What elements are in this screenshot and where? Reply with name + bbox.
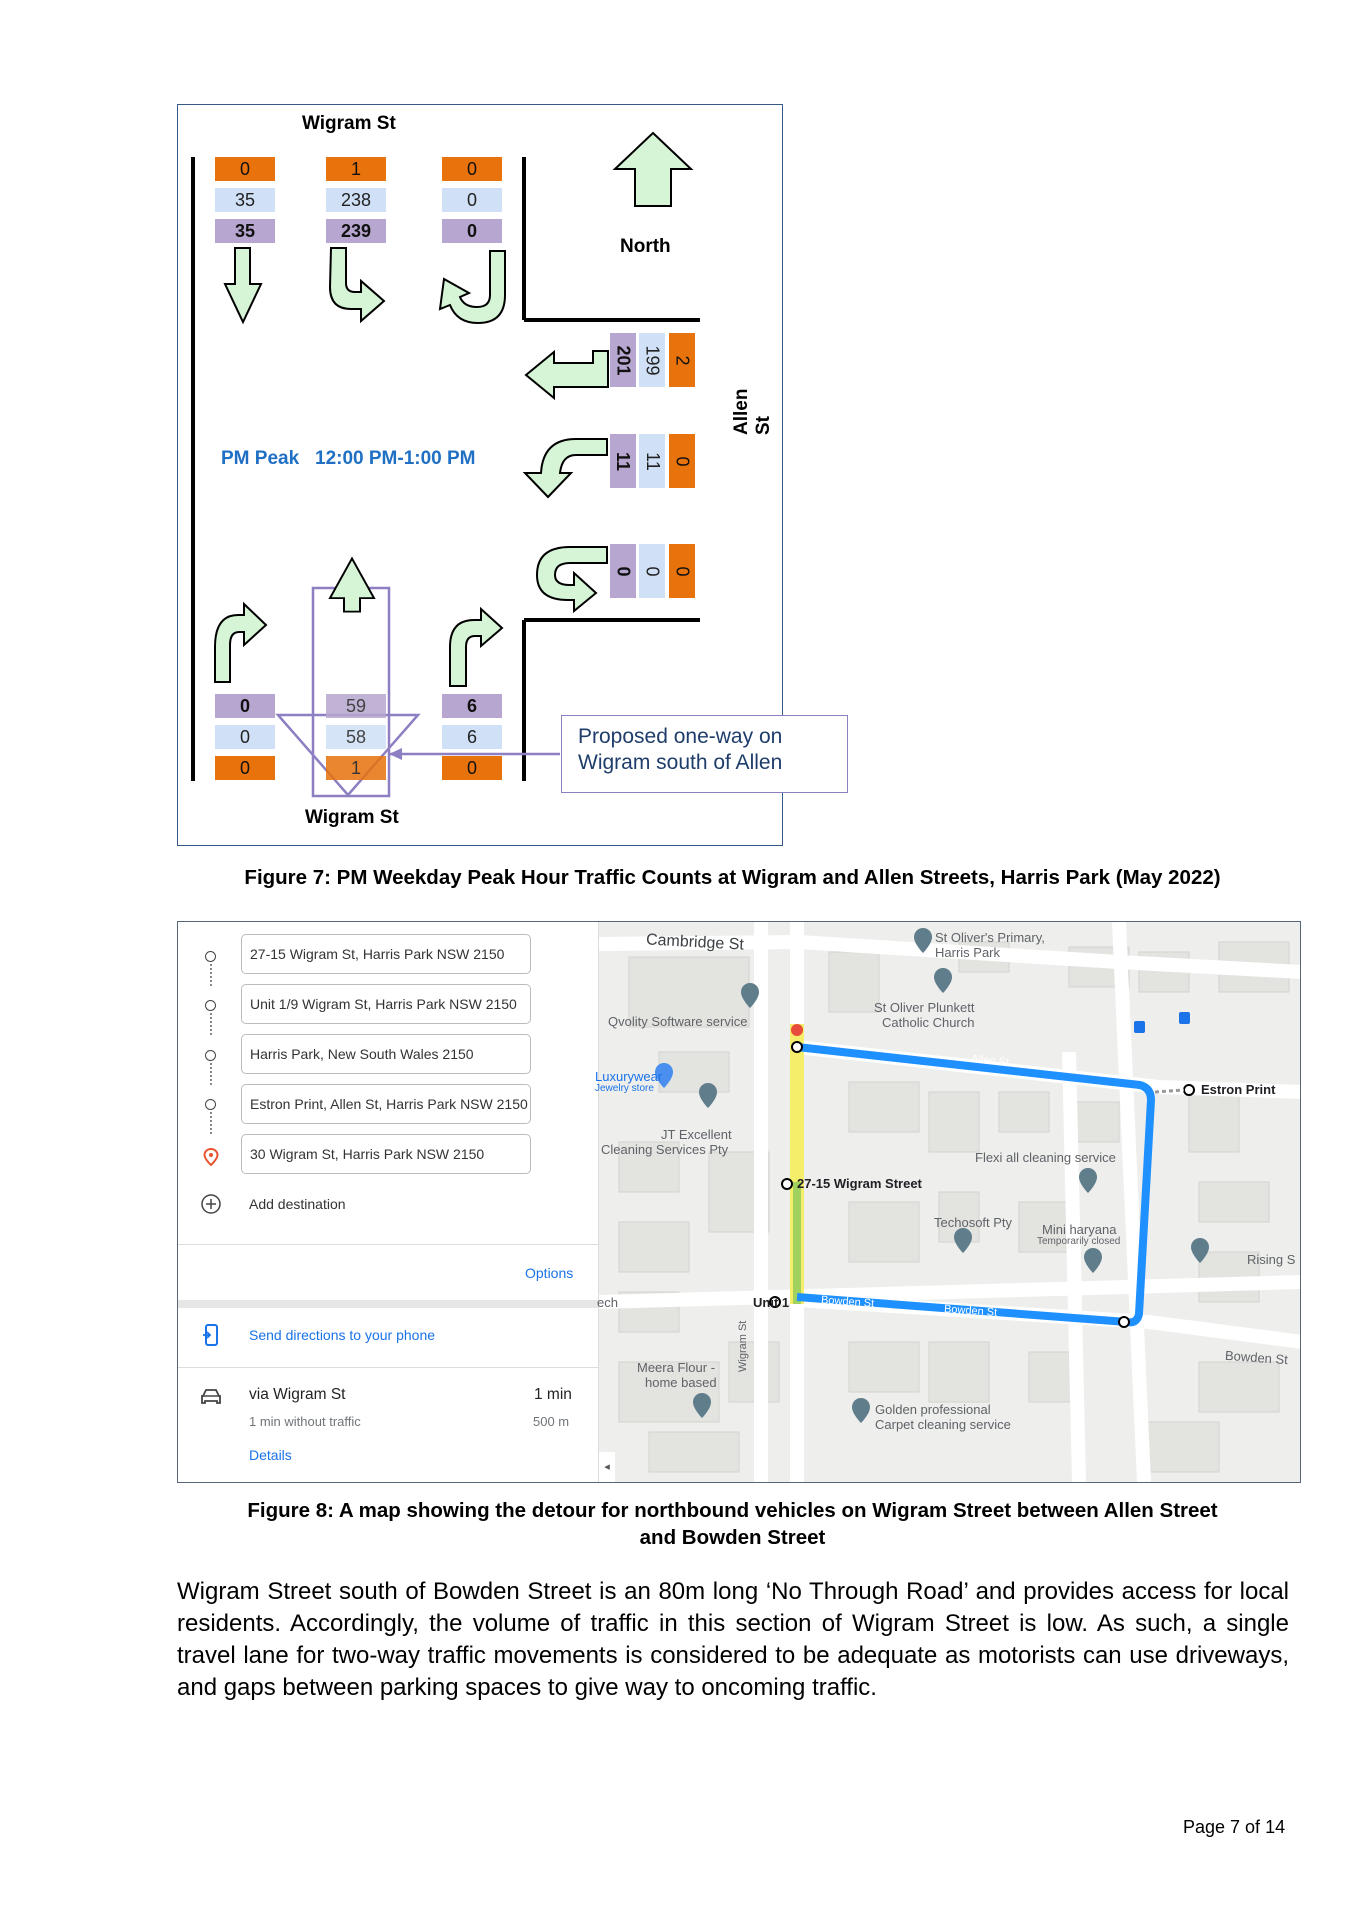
map-label: Wigram St [737, 1320, 749, 1372]
count-cell: 0 [610, 544, 636, 598]
map-label: Flexi all cleaning service [975, 1150, 1116, 1165]
count-cell: 201 [610, 333, 636, 387]
count-cell: 59 [326, 694, 386, 718]
figure-7-caption: Figure 7: PM Weekday Peak Hour Traffic Counts at Wigram and Allen Streets, Harris Park (May 2022) [244, 866, 1221, 889]
collapse-panel-button[interactable]: ◂ [599, 1452, 615, 1482]
count-cell: 6 [442, 725, 502, 749]
peak-period: PM Peak 12:00 PM-1:00 PM [221, 448, 476, 469]
figure-8 [177, 921, 1301, 1483]
u-turn-east-icon [537, 547, 607, 611]
options-link[interactable]: Options [525, 1265, 574, 1281]
waypoint-input[interactable]: Harris Park, New South Wales 2150 [241, 1034, 531, 1074]
count-cell: 199 [639, 333, 665, 387]
waypoint-icon [205, 1099, 216, 1110]
count-cell: 0 [669, 434, 695, 488]
count-cell: 0 [669, 544, 695, 598]
map-label: Unit 1 [753, 1295, 790, 1310]
count-cell: 11 [610, 434, 636, 488]
road-label-east: Allen St [731, 388, 774, 435]
count-cell: 2 [669, 333, 695, 387]
route-time: 1 min [534, 1386, 572, 1403]
map-label: Meera Flour - [637, 1360, 716, 1375]
map-label: Techosoft Pty [934, 1215, 1013, 1230]
directions-panel [178, 922, 599, 1482]
body-paragraph: Wigram Street south of Bowden Street is an 80m long ‘No Through Road’ and provides access for local residents. Accordingly, the volume of traffic in this section of Wigram Street is low. As such, a single travel lane for two-way traffic movements is considered to be adequate as motorists can use driveways, and gaps between parking spaces to give way to oncoming traffic. [177, 1578, 1289, 1701]
route-sub: 1 min without traffic [249, 1414, 361, 1429]
map-label: Estron Print [1201, 1082, 1276, 1097]
route-distance: 500 m [533, 1414, 570, 1429]
count-cell: 0 [442, 219, 502, 243]
phone-icon [203, 1324, 219, 1346]
figure-8-caption: Figure 8: A map showing the detour for northbound vehicles on Wigram Street between Allen Street and Bowden Street [247, 1499, 1218, 1549]
map-label: Bowden St [943, 1303, 998, 1319]
count-cell: 11 [639, 434, 665, 488]
map-label: Mini haryana [1042, 1222, 1117, 1237]
waypoint-input[interactable]: 30 Wigram St, Harris Park NSW 2150 [241, 1134, 531, 1174]
map-label: ech [597, 1295, 618, 1310]
count-cell: 0 [215, 157, 275, 181]
route-name[interactable]: via Wigram St [249, 1386, 346, 1403]
count-cell: 1 [326, 756, 386, 780]
count-cell: 0 [442, 157, 502, 181]
map-label: St Oliver Plunkett [874, 1000, 975, 1015]
waypoint-icon [205, 1000, 216, 1011]
map-label: Rising S [1247, 1252, 1296, 1267]
arrow-down-icon [225, 248, 261, 322]
arrow-left-turn-icon [526, 351, 608, 398]
map-view[interactable] [595, 922, 1301, 1482]
map-label: Catholic Church [882, 1015, 975, 1030]
arrow-left-icon [525, 439, 607, 497]
count-cell: 239 [326, 219, 386, 243]
map-label: Cambridge St [645, 931, 745, 954]
car-icon [200, 1388, 222, 1406]
north-arrow-icon [615, 133, 691, 206]
road-label-north: Wigram St [302, 113, 396, 134]
arrow-right-turn-icon [215, 604, 266, 682]
map-label: Qvolity Software service [608, 1014, 748, 1029]
count-cell: 35 [215, 219, 275, 243]
waypoint-input[interactable]: Unit 1/9 Wigram St, Harris Park NSW 2150 [241, 984, 531, 1024]
map-label: St Oliver's Primary, [935, 930, 1045, 945]
map-label: 27-15 Wigram Street [797, 1176, 922, 1191]
count-cell: 58 [326, 725, 386, 749]
map-label: Cleaning Services Pty [601, 1142, 729, 1157]
count-cell: 0 [442, 188, 502, 212]
add-destination-button[interactable]: Add destination [249, 1196, 346, 1212]
count-cell: 6 [442, 694, 502, 718]
map-label: home based [645, 1375, 717, 1390]
waypoint-input[interactable]: 27-15 Wigram St, Harris Park NSW 2150 [241, 934, 531, 974]
send-directions-link[interactable]: Send directions to your phone [249, 1327, 436, 1343]
u-turn-icon [440, 251, 505, 323]
map-label: Bowden St [820, 1294, 875, 1310]
road-label-south: Wigram St [305, 807, 399, 828]
page-number: Page 7 of 14 [1183, 1817, 1286, 1837]
count-cell: 1 [326, 157, 386, 181]
count-cell: 0 [215, 725, 275, 749]
destination-pin-icon [203, 1148, 219, 1166]
count-cell: 0 [215, 756, 275, 780]
waypoint-input[interactable]: Estron Print, Allen St, Harris Park NSW 2150 [241, 1084, 531, 1124]
count-cell: 0 [639, 544, 665, 598]
callout-box: Proposed one-way on Wigram south of Allen [561, 715, 848, 793]
arrow-up-icon [330, 559, 374, 612]
map-label: Harris Park [935, 945, 1001, 960]
count-cell: 35 [215, 188, 275, 212]
map-label: Luxurywear [595, 1069, 663, 1084]
map-label: Carpet cleaning service [875, 1417, 1011, 1432]
map-label: Golden professional [875, 1402, 991, 1417]
map-label: Jewelry store [595, 1083, 654, 1094]
waypoint-icon [205, 951, 216, 962]
north-label: North [620, 236, 671, 257]
count-cell: 238 [326, 188, 386, 212]
arrow-turn-icon [330, 248, 384, 321]
map-label: Bowden St [1224, 1347, 1289, 1368]
map-label: JT Excellent [661, 1127, 732, 1142]
map-label: Temporarily closed [1037, 1236, 1121, 1247]
waypoint-icon [205, 1050, 216, 1061]
count-cell: 0 [215, 694, 275, 718]
details-link[interactable]: Details [249, 1447, 292, 1463]
map-label: Allen St [970, 1053, 1010, 1069]
count-cell: 0 [442, 756, 502, 780]
arrow-right-icon [450, 609, 502, 686]
add-icon[interactable] [201, 1194, 221, 1214]
